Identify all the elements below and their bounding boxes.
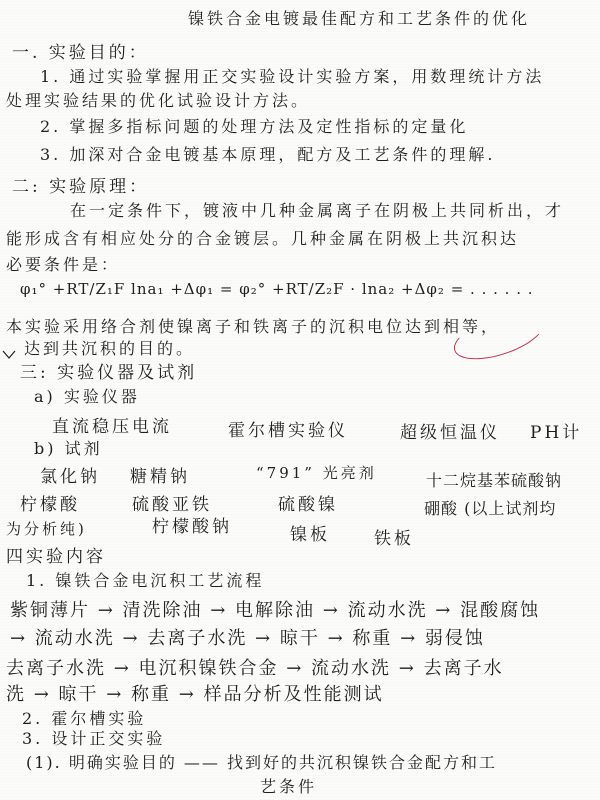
- section-3-heading: 三: 实验仪器及试剂: [20, 363, 198, 383]
- principle-para-line-4: 本实验采用络合剂使镍离子和铁离子的沉积电位达到相等，: [6, 317, 501, 336]
- reagent-7: 硫酸镍: [278, 495, 338, 515]
- process-flow-line-1: 紫铜薄片 → 清洗除油 → 电解除油 → 流动水洗 → 混酸腐蚀: [10, 600, 541, 621]
- section-4-heading: 四实验内容: [6, 547, 106, 567]
- reagent-2: 糖精钠: [130, 467, 190, 487]
- principle-para-line-1: 在一定条件下，镀液中几种金属离子在阴极上共同析出，才: [70, 201, 565, 220]
- insertion-caret-mark: [2, 350, 16, 360]
- reagent-9: 柠檬酸钠: [152, 517, 232, 537]
- instrument-2: 霍尔槽实验仪: [228, 421, 348, 441]
- reagent-5: 柠檬酸: [20, 495, 80, 515]
- reagent-1: 氯化钠: [40, 467, 100, 487]
- objective-1-line-b: 处理实验结果的优化试验设计方法。: [6, 91, 311, 110]
- section-2-heading: 二: 实验原理：: [12, 177, 150, 197]
- reagent-8: 硼酸 (以上试剂均: [424, 499, 557, 518]
- principle-para-line-3: 必要条件是：: [6, 255, 121, 274]
- principle-para-line-5: 达到共沉积的目的。: [24, 339, 196, 358]
- reagents-note: 为分析纯): [6, 520, 87, 538]
- objective-2: 2. 掌握多指标问题的处理方法及定性指标的定量化: [40, 117, 469, 136]
- orthogonal-design-item: 3. 设计正交实验: [22, 729, 166, 748]
- process-flow-heading: 1. 镍铁合金电沉积工艺流程: [26, 571, 265, 590]
- orthogonal-step-1-line-b: 艺条件: [260, 777, 318, 796]
- reagent-10: 镍板: [290, 525, 330, 545]
- reagent-11: 铁板: [374, 529, 414, 549]
- reagent-3: “791” 光亮剂: [256, 464, 377, 482]
- process-flow-line-3: 去离子水洗 → 电沉积镍铁合金 → 流动水洗 → 去离子水: [6, 658, 504, 679]
- process-flow-line-2: → 流动水洗 → 去离子水洗 → 晾干 → 称重 → 弱侵蚀: [10, 628, 485, 649]
- codeposition-formula: φ₁° +RT/Z₁F lna₁ +Δφ₁ = φ₂° +RT/Z₂F · lna₂ +Δφ₂ = . . . . . .: [20, 280, 534, 298]
- instrument-3: 超级恒温仪: [400, 423, 500, 443]
- instrument-1: 直流稳压电流: [52, 417, 172, 437]
- reagent-4: 十二烷基苯硫酸钠: [426, 471, 563, 490]
- instruments-subheading: a) 实验仪器: [34, 387, 140, 406]
- hull-cell-item: 2. 霍尔槽实验: [22, 709, 147, 728]
- objective-1-line-a: 1. 通过实验掌握用正交实验设计实验方案，用数理统计方法: [40, 67, 545, 86]
- reagents-subheading: b) 试剂: [34, 439, 103, 458]
- principle-para-line-2: 能形成含有相应处分的合金镀层。几种金属在阴极上共沉积达: [6, 229, 520, 248]
- section-1-heading: 一. 实验目的：: [12, 43, 149, 63]
- orthogonal-step-1-line-a: (1). 明确实验目的 —— 找到好的共沉积镍铁合金配方和工: [26, 753, 498, 772]
- objective-3: 3. 加深对合金电镀基本原理，配方及工艺条件的理解.: [40, 145, 496, 164]
- process-flow-line-4: 洗 → 晾干 → 称重 → 样品分析及性能测试: [6, 684, 384, 705]
- reagent-6: 硫酸亚铁: [132, 495, 212, 515]
- page-title: 镍铁合金电镀最佳配方和工艺条件的优化: [188, 9, 531, 28]
- instrument-4: PH计: [530, 423, 583, 443]
